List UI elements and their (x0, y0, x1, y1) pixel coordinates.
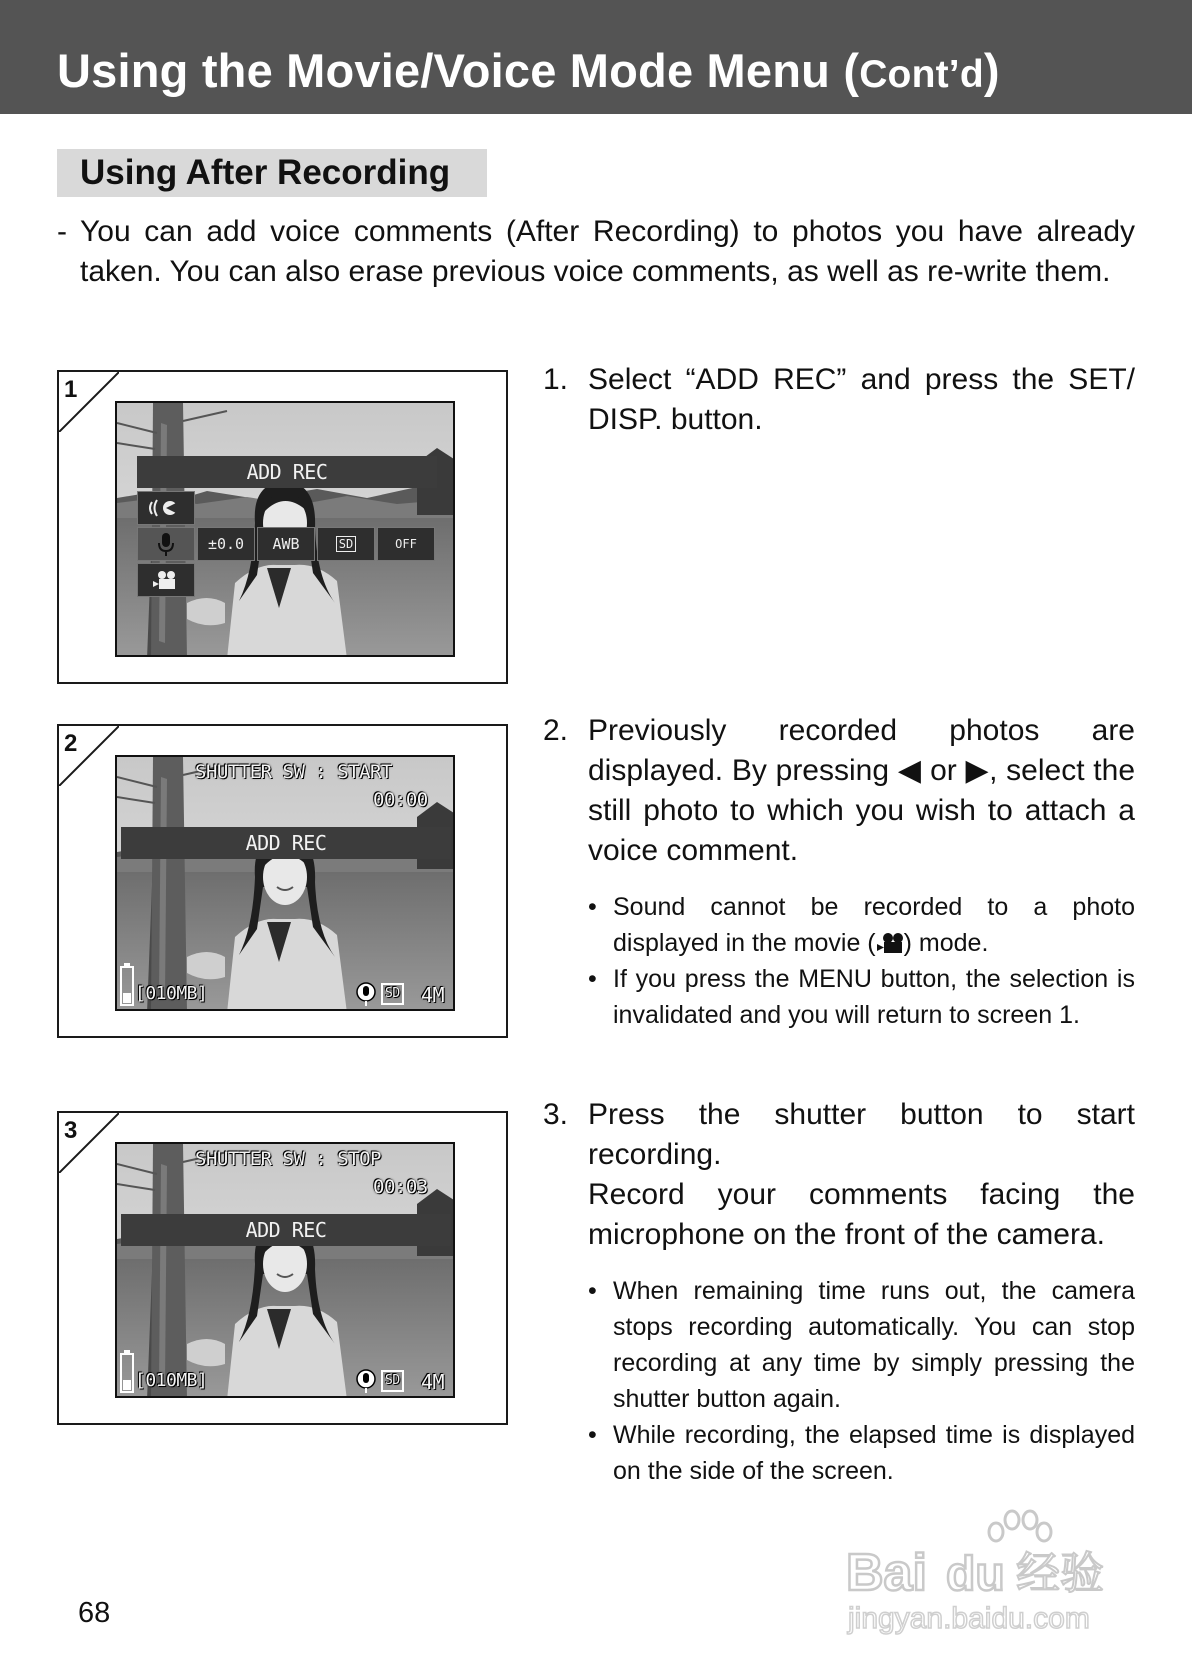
watermark-du: du (946, 1548, 1005, 1601)
shutter-status: SHUTTER SW : START (195, 761, 392, 783)
step-3-notes (588, 1273, 1135, 1489)
camera-screen (115, 755, 455, 1011)
add-rec-bar: ADD REC (121, 827, 451, 859)
white-balance-menu-item[interactable]: AWB (257, 527, 315, 561)
header-bar (0, 0, 1192, 114)
self-timer-off-menu-item[interactable] (377, 527, 435, 561)
movie-mode-icon[interactable] (137, 563, 195, 597)
step-1 (543, 360, 1135, 440)
note-item (588, 889, 1135, 961)
page-title (57, 38, 1000, 108)
note-text: While recording, the elapsed time is displayed on the side of the screen. (613, 1421, 1135, 1485)
shutter-status: SHUTTER SW : STOP (195, 1148, 381, 1170)
memory-remaining: [010MB] (135, 1370, 208, 1391)
note-text: If you press the MENU button, the selection is invalidated and you will return to screen 1. (613, 965, 1135, 1029)
left-arrow-icon: ◀ (897, 754, 922, 787)
battery-icon (119, 963, 135, 1007)
camera-screen (115, 1142, 455, 1398)
step-number: 2. (543, 714, 569, 747)
intro-paragraph (57, 212, 1135, 292)
figure-2 (57, 724, 508, 1038)
intro-dash: - (57, 215, 67, 248)
timer-off-label: OFF (395, 537, 417, 551)
step-text-part: or (921, 754, 966, 787)
sd-card-icon: SD (381, 983, 404, 1005)
sd-card-icon: SD (381, 1370, 404, 1392)
figure-number: 1 (64, 376, 78, 403)
bullet-dot: • (588, 965, 597, 993)
note-text: ) mode. (903, 929, 989, 957)
page-number: 68 (78, 1597, 111, 1629)
figure-1 (57, 370, 508, 684)
watermark-jingyan: 经验 (1016, 1548, 1104, 1599)
image-size: 4M (421, 1370, 445, 1394)
elapsed-time: 00:00 (373, 789, 428, 811)
voice-memo-icon (355, 1368, 377, 1394)
voice-memo-icon (355, 981, 377, 1007)
microphone-icon[interactable] (137, 527, 195, 561)
step-3 (543, 1095, 1135, 1255)
note-item (588, 961, 1135, 1033)
memory-remaining: [010MB] (135, 983, 208, 1004)
title-contd: Cont’d (859, 53, 984, 96)
note-text: Sound cannot be recorded to a photo displayed in the movie ( (613, 893, 1135, 957)
section-heading-box (57, 149, 487, 197)
right-arrow-icon: ▶ (965, 754, 990, 787)
watermark-url: jingyan.baidu.com (848, 1602, 1090, 1635)
camera-screen (115, 401, 455, 657)
elapsed-time: 00:03 (373, 1176, 428, 1198)
bullet-dot: • (588, 893, 597, 921)
figure-number: 3 (64, 1117, 78, 1144)
step-text-part: , select the still photo to which you wish to attach a voice comment. (588, 754, 1136, 867)
bullet-dot: • (588, 1421, 597, 1449)
image-size: 4M (421, 983, 445, 1007)
note-item (588, 1417, 1135, 1489)
sd-card-icon: SD (336, 536, 356, 552)
movie-camera-icon (876, 932, 904, 954)
voice-rec-icon[interactable] (137, 491, 195, 525)
step-text-line2: Record your comments facing the microphone on the front of the camera. (588, 1178, 1135, 1251)
step-text-part: Previously recorded photos are displayed. By pressing (588, 714, 1135, 787)
figure-3 (57, 1111, 508, 1425)
title-close: ) (983, 44, 1000, 97)
battery-icon (119, 1350, 135, 1394)
title-main: Using the Movie/Voice Mode Menu ( (57, 44, 860, 97)
bullet-dot: • (588, 1277, 597, 1305)
add-rec-bar: ADD REC (121, 1214, 451, 1246)
step-text (588, 711, 1135, 871)
sd-card-menu-item[interactable] (317, 527, 375, 561)
step-number: 1. (543, 363, 569, 396)
intro-text: You can add voice comments (After Recording) to photos you have already taken. You can also erase previous voice comments, as well as re-write them. (80, 215, 1135, 288)
baidu-watermark-logo (846, 1498, 1126, 1638)
step-text-line1: Press the shutter button to start recording. (588, 1098, 1135, 1171)
watermark-bai: Bai (846, 1544, 927, 1602)
note-item (588, 1273, 1135, 1417)
figure-number: 2 (64, 730, 78, 757)
note-text: When remaining time runs out, the camera stops recording automatically. You can stop recording at any time by simply pressing the shutter button again. (613, 1277, 1135, 1413)
step-2-notes (588, 889, 1135, 1033)
step-number: 3. (543, 1098, 569, 1131)
menu-title: ADD REC (137, 456, 437, 488)
section-heading: Using After Recording (80, 153, 451, 192)
exposure-menu-item[interactable]: ±0.0 (197, 527, 255, 561)
step-text: Select “ADD REC” and press the SET/ DISP. button. (588, 363, 1135, 436)
step-2 (543, 711, 1135, 871)
